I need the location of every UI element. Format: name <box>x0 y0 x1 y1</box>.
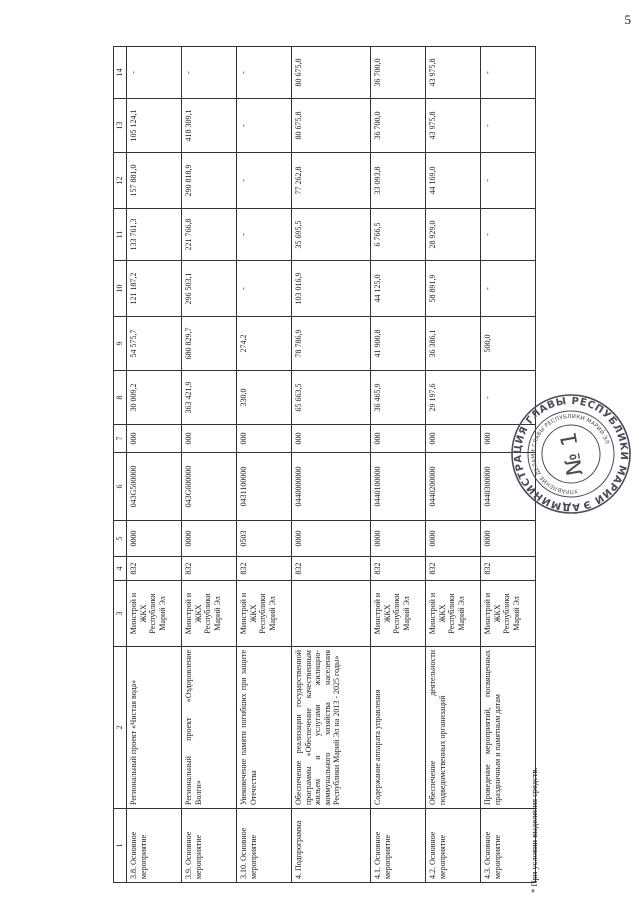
vr-cell: 000 <box>292 425 371 453</box>
amount-cell: 500,0 <box>481 317 536 371</box>
csr-cell: 0440200000 <box>426 453 481 521</box>
grbs-cell: 832 <box>237 557 292 581</box>
amount-cell: - <box>237 209 292 261</box>
amount-cell: - <box>237 47 292 99</box>
table-row <box>237 47 292 883</box>
table-row <box>182 47 237 883</box>
amount-cell: - <box>237 153 292 209</box>
status-cell: 4.3. Основное мероприятие <box>481 809 536 883</box>
amount-cell: 36 700,0 <box>371 99 426 153</box>
column-number-row <box>114 47 127 883</box>
amount-cell: - <box>481 261 536 317</box>
amount-cell: 29 197,6 <box>426 371 481 425</box>
amount-cell: 290 818,9 <box>182 153 237 209</box>
amount-cell: 77 262,8 <box>292 153 371 209</box>
amount-cell: 44 125,0 <box>371 261 426 317</box>
rzpr-cell: 0000 <box>481 521 536 557</box>
footnote: * При условии выделения средств. <box>529 767 539 893</box>
rzpr-cell: 0503 <box>237 521 292 557</box>
vr-cell: 000 <box>182 425 237 453</box>
name-cell: Проведение мероприятий, посвященных праздничным и памятным датам <box>481 647 536 809</box>
amount-cell: 363 421,9 <box>182 371 237 425</box>
amount-cell: 28 929,0 <box>426 209 481 261</box>
status-cell: 3.10. Основное мероприятие <box>237 809 292 883</box>
table-row <box>426 47 481 883</box>
executor-cell: Минстрой и ЖКХ Республики Марий Эл <box>127 581 182 647</box>
grbs-cell: 832 <box>182 557 237 581</box>
col-number: 5 <box>114 521 127 557</box>
name-cell: Увековечение памяти погибших при защите Отечества <box>237 647 292 809</box>
csr-cell: 0440000000 <box>292 453 371 521</box>
csr-cell: 0431100000 <box>237 453 292 521</box>
amount-cell: 121 187,2 <box>127 261 182 317</box>
amount-cell: 36 700,0 <box>371 47 426 99</box>
status-cell: 4.1. Основное мероприятие <box>371 809 426 883</box>
amount-cell: - <box>481 99 536 153</box>
grbs-cell: 832 <box>481 557 536 581</box>
amount-cell: 54 575,7 <box>127 317 182 371</box>
amount-cell: 65 663,5 <box>292 371 371 425</box>
col-number: 4 <box>114 557 127 581</box>
grbs-cell: 832 <box>426 557 481 581</box>
amount-cell: - <box>481 371 536 425</box>
amount-cell: 44 169,0 <box>426 153 481 209</box>
vr-cell: 000 <box>371 425 426 453</box>
status-cell: 4.2. Основное мероприятие <box>426 809 481 883</box>
seal-number: № 1 <box>556 429 589 478</box>
col-number: 7 <box>114 425 127 453</box>
amount-cell: - <box>127 47 182 99</box>
amount-cell: 157 881,0 <box>127 153 182 209</box>
status-cell: 3.9. Основное мероприятие <box>182 809 237 883</box>
rzpr-cell: 0000 <box>426 521 481 557</box>
amount-cell: - <box>481 209 536 261</box>
csr-cell: 0440100000 <box>371 453 426 521</box>
csr-cell: 043G600000 <box>182 453 237 521</box>
col-number: 8 <box>114 371 127 425</box>
amount-cell: 296 503,1 <box>182 261 237 317</box>
amount-cell: 41 900,8 <box>371 317 426 371</box>
amount-cell: 43 975,8 <box>426 47 481 99</box>
vr-cell: 000 <box>237 425 292 453</box>
col-number: 9 <box>114 317 127 371</box>
seal-graphic <box>509 392 633 516</box>
amount-cell: 105 124,1 <box>127 99 182 153</box>
executor-cell: Минстрой и ЖКХ Республики Марий Эл <box>481 581 536 647</box>
rzpr-cell: 0000 <box>371 521 426 557</box>
col-number: 2 <box>114 647 127 809</box>
vr-cell: 000 <box>481 425 536 453</box>
amount-cell: 133 761,3 <box>127 209 182 261</box>
name-cell: Региональный проект «Оздоровление Волги» <box>182 647 237 809</box>
executor-cell: Минстрой и ЖКХ Республики Марий Эл <box>182 581 237 647</box>
vr-cell: 000 <box>426 425 481 453</box>
grbs-cell: 832 <box>371 557 426 581</box>
rzpr-cell: 0000 <box>182 521 237 557</box>
csr-cell: 043G500000 <box>127 453 182 521</box>
vr-cell: 000 <box>127 425 182 453</box>
table-row <box>292 47 371 883</box>
amount-cell: - <box>237 99 292 153</box>
grbs-cell: 832 <box>292 557 371 581</box>
seal-outer-text: АДМИНИСТРАЦИЯ ГЛАВЫ РЕСПУБЛИКИ МАРИЙ ЭЛ <box>512 395 630 513</box>
executor-cell: Минстрой и ЖКХ Республики Марий Эл <box>371 581 426 647</box>
amount-cell: 36 465,9 <box>371 371 426 425</box>
budget-table <box>113 46 536 883</box>
name-cell: Содержание аппарата управления <box>371 647 426 809</box>
rzpr-cell: 0000 <box>292 521 371 557</box>
col-number: 3 <box>114 581 127 647</box>
grbs-cell: 832 <box>127 557 182 581</box>
table-row <box>127 47 182 883</box>
col-number: 10 <box>114 261 127 317</box>
col-number: 1 <box>114 809 127 883</box>
executor-cell: Минстрой и ЖКХ Республики Марий Эл <box>237 581 292 647</box>
seal-inner-text: УПРАВЛЕНИЕ ДЕЛАМИ ГЛАВЫ РЕСПУБЛИКИ МАРИЙ ЭЛ <box>530 413 610 495</box>
amount-cell: 80 675,8 <box>292 47 371 99</box>
status-cell: 4. Подпрограмма <box>292 809 371 883</box>
page-number: 5 <box>624 12 631 27</box>
amount-cell: 680 829,7 <box>182 317 237 371</box>
amount-cell: 30 009,2 <box>127 371 182 425</box>
col-number: 14 <box>114 47 127 99</box>
amount-cell: 36 386,1 <box>426 317 481 371</box>
col-number: 12 <box>114 153 127 209</box>
name-cell: Обеспечение реализации государственной программы «Обеспечение качественным жильем и услугами жилищно-коммунального хозяйства населения Республики Марий Эл на 2013 - 2025 годы» <box>292 647 371 809</box>
csr-cell: 0440300000 <box>481 453 536 521</box>
amount-cell: 103 016,9 <box>292 261 371 317</box>
amount-cell: 6 766,5 <box>371 209 426 261</box>
official-seal <box>509 392 633 516</box>
amount-cell: 80 675,8 <box>292 99 371 153</box>
amount-cell: - <box>481 47 536 99</box>
name-cell: Обеспечение деятельности подведомственных организаций <box>426 647 481 809</box>
executor-cell <box>292 581 371 647</box>
amount-cell: 418 309,1 <box>182 99 237 153</box>
amount-cell: 58 891,9 <box>426 261 481 317</box>
col-number: 11 <box>114 209 127 261</box>
amount-cell: - <box>481 153 536 209</box>
amount-cell: 330,0 <box>237 371 292 425</box>
status-cell: 3.8. Основное мероприятие <box>127 809 182 883</box>
amount-cell: 78 786,9 <box>292 317 371 371</box>
rzpr-cell: 0000 <box>127 521 182 557</box>
amount-cell: 43 975,8 <box>426 99 481 153</box>
amount-cell: - <box>182 47 237 99</box>
executor-cell: Минстрой и ЖКХ Республики Марий Эл <box>426 581 481 647</box>
col-number: 13 <box>114 99 127 153</box>
amount-cell: 33 093,8 <box>371 153 426 209</box>
rotated-table-container <box>113 47 525 883</box>
amount-cell: 221 766,8 <box>182 209 237 261</box>
amount-cell: 35 695,5 <box>292 209 371 261</box>
amount-cell: 274,2 <box>237 317 292 371</box>
name-cell: Региональный проект «Чистая вода» <box>127 647 182 809</box>
col-number: 6 <box>114 453 127 521</box>
amount-cell: - <box>237 261 292 317</box>
table-row <box>371 47 426 883</box>
